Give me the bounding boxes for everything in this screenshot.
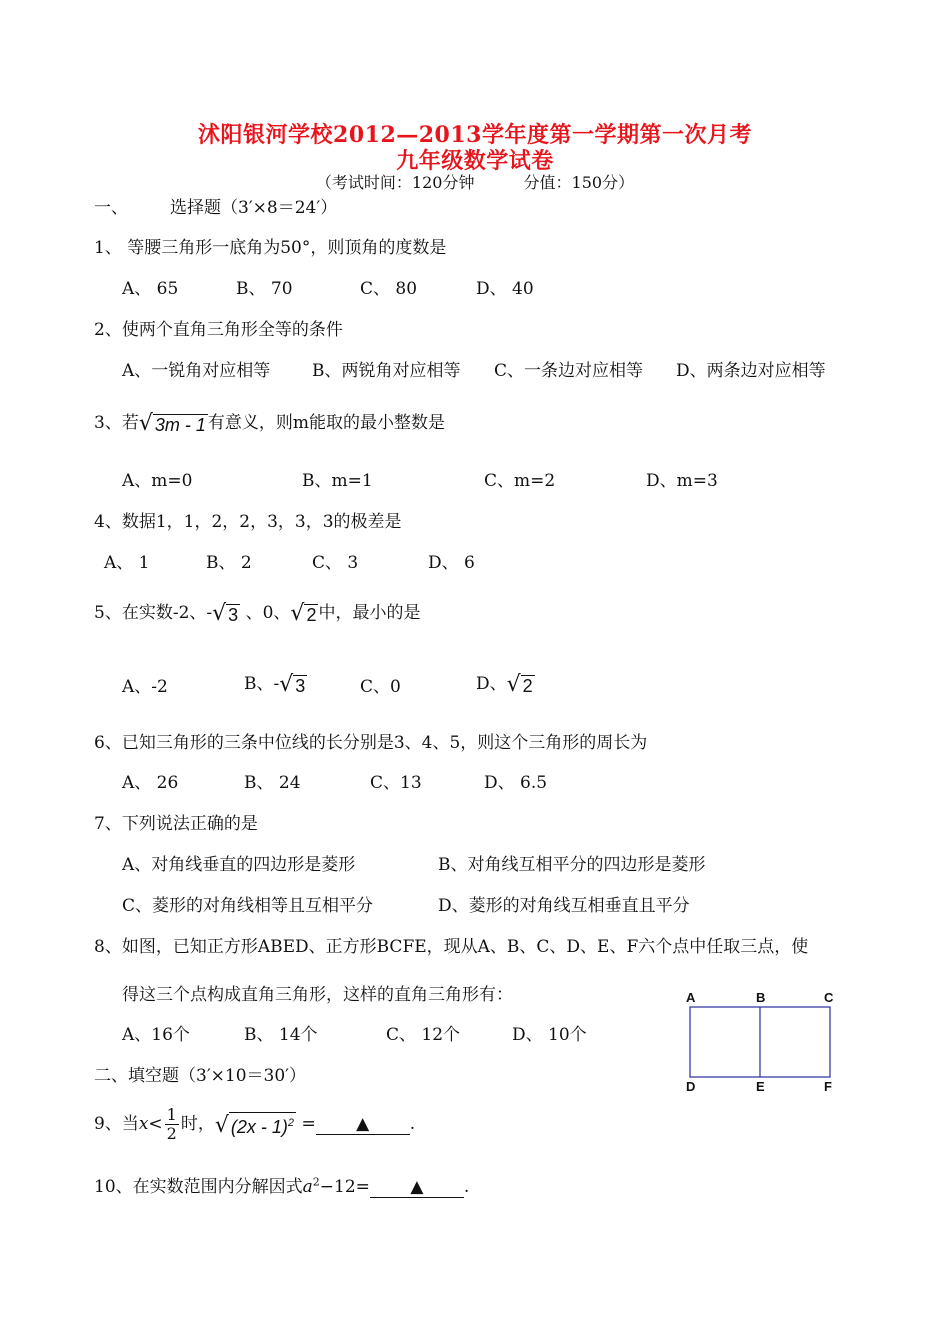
q5-option-d <box>476 669 535 696</box>
q5-option-b <box>244 669 307 696</box>
q2-stem: 2、使两个直角三角形全等的条件 <box>94 320 343 340</box>
q9-var: x <box>138 1114 149 1134</box>
q5-prefix: 5、在实数 <box>94 603 173 623</box>
q5-sqrt3: √ 3 <box>212 600 239 626</box>
q9-sqrt: √ (2x - 1)$^2$ <box>214 1113 295 1138</box>
q1-stem: 1、 等腰三角形一底角为50°，则顶角的度数是 <box>94 238 447 258</box>
q3-prefix: 3、若 <box>94 413 139 433</box>
q9-radicand <box>229 1112 296 1137</box>
q3-stem <box>94 408 445 435</box>
q10-prefix: 10、在实数范围内分解因式 <box>94 1177 303 1197</box>
q3-sqrt: √ 3m - 1 <box>138 410 206 436</box>
q5-neg2: -2 <box>172 603 190 623</box>
q6-option-b: B、 24 <box>244 773 301 793</box>
q5-option-d-sqrt: √ 2 <box>506 671 533 697</box>
q3-option-a: A、m=0 <box>122 471 193 491</box>
q1-option-c: C、 80 <box>360 279 418 299</box>
q8-figure-svg <box>682 990 842 1090</box>
q9-denominator: 2 <box>166 1124 177 1143</box>
q9-equals: = <box>301 1114 316 1134</box>
q8-option-a: A、16个 <box>122 1025 190 1045</box>
q3-radicand: 3m - 1 <box>154 414 206 435</box>
q9-numerator: 1 <box>166 1105 177 1124</box>
q4-stem: 4、数据1，1，2，2，3，3，3的极差是 <box>94 512 402 532</box>
q3-option-b: B、m=1 <box>302 471 373 491</box>
q10-answer-blank[interactable] <box>370 1177 464 1198</box>
q8-option-d: D、 10个 <box>512 1025 587 1045</box>
exam-score: 分值：150分） <box>523 173 635 192</box>
q5-option-d-prefix: D、 <box>476 674 507 694</box>
q4-option-a: A、 1 <box>104 553 150 573</box>
q5-stem <box>94 598 420 625</box>
q10-end: . <box>463 1177 470 1197</box>
q2-option-c: C、一条边对应相等 <box>494 361 644 381</box>
q5-sqrt3-radicand: 3 <box>228 604 239 625</box>
exam-info <box>0 170 950 193</box>
exam-time: （考试时间：120分钟 <box>315 173 475 192</box>
q7-option-d: D、菱形的对角线互相垂直且平分 <box>438 896 690 916</box>
q9-stem <box>94 1106 415 1143</box>
q4-option-c: C、 3 <box>312 553 359 573</box>
q3-option-c: C、m=2 <box>484 471 556 491</box>
q8-option-c: C、 12个 <box>386 1025 461 1045</box>
q7-option-c: C、菱形的对角线相等且互相平分 <box>122 896 374 916</box>
exam-title-line1: 沭阳银河学校2012—2013学年度第一学期第一次月考 <box>198 122 752 148</box>
q10-exponent: 2 <box>312 1175 320 1189</box>
q9-radicand-text: (2x - 1) <box>230 1117 288 1137</box>
q6-option-c: C、13 <box>370 773 422 793</box>
q8-label-d: D <box>686 1079 696 1094</box>
exam-title-line2: 九年级数学试卷 <box>396 148 554 174</box>
q5-sep1: 、 <box>189 603 207 623</box>
section2-heading: 二、填空题（3′×10＝30′） <box>94 1066 307 1086</box>
q10-var: a <box>302 1177 313 1197</box>
q6-option-d: D、 6.5 <box>484 773 548 793</box>
q9-fraction <box>165 1106 179 1143</box>
q8-label-b: B <box>756 990 766 1005</box>
q10-blank-triangle-icon: ▲ <box>410 1177 424 1197</box>
q5-option-c: C、0 <box>360 677 401 697</box>
q10-stem <box>94 1172 469 1198</box>
q5-option-b-radicand: 3 <box>295 675 306 696</box>
q7-option-a: A、对角线垂直的四边形是菱形 <box>122 855 356 875</box>
q2-option-b: B、两锐角对应相等 <box>312 361 461 381</box>
q6-stem: 6、已知三角形的三条中位线的长分别是3、4、5，则这个三角形的周长为 <box>94 733 648 753</box>
q7-stem: 7、下列说法正确的是 <box>94 814 258 834</box>
q5-sep3: 、 <box>273 603 291 623</box>
q5-option-b-prefix: B、- <box>244 674 280 694</box>
q5-option-b-sqrt: √ 3 <box>279 671 306 697</box>
q1-option-d: D、 40 <box>476 279 534 299</box>
q4-option-b: B、 2 <box>206 553 252 573</box>
q5-option-d-radicand: 2 <box>522 675 533 696</box>
section1-number: 一、 <box>94 198 128 218</box>
q3-suffix: 有意义，则m能取的最小整数是 <box>207 413 445 433</box>
q8-label-c: C <box>824 990 834 1005</box>
q5-sqrt2: √ 2 <box>290 600 317 626</box>
q8-option-b: B、 14个 <box>244 1025 318 1045</box>
q9-prefix: 9、当 <box>94 1114 139 1134</box>
q2-option-d: D、两条边对应相等 <box>676 361 826 381</box>
q8-label-f: F <box>824 1079 832 1094</box>
q8-squares-figure <box>682 990 842 1094</box>
q5-zero: 0 <box>262 603 274 623</box>
q5-neg-sign: - <box>206 603 213 623</box>
q9-end: . <box>409 1114 416 1134</box>
q5-suffix: 中，最小的是 <box>318 603 421 623</box>
q9-less-than: < <box>148 1114 163 1134</box>
q9-mid: 时， <box>180 1114 215 1134</box>
q4-option-d: D、 6 <box>428 553 475 573</box>
q1-option-b: B、 70 <box>236 279 293 299</box>
section1-heading: 选择题（3′×8＝24′） <box>170 198 338 218</box>
q2-option-a: A、一锐角对应相等 <box>122 361 271 381</box>
q5-sep2: 、 <box>245 603 263 623</box>
q10-rest: −12= <box>319 1177 370 1197</box>
q9-blank-triangle-icon: ▲ <box>356 1114 370 1134</box>
q7-option-b: B、对角线互相平分的四边形是菱形 <box>438 855 706 875</box>
q8-label-e: E <box>756 1079 765 1094</box>
q5-option-a: A、-2 <box>122 677 168 697</box>
q8-stem-line1: 8、如图，已知正方形ABED、正方形BCFE，现从A、B、C、D、E、F六个点中任取三点，使 <box>94 937 809 957</box>
q9-answer-blank[interactable] <box>316 1114 410 1135</box>
q6-option-a: A、 26 <box>122 773 179 793</box>
q9-exponent: 2 <box>287 1117 295 1129</box>
q1-option-a: A、 65 <box>122 279 179 299</box>
q8-stem-line2: 得这三个点构成直角三角形，这样的直角三角形有： <box>122 985 513 1005</box>
q3-option-d: D、m=3 <box>646 471 718 491</box>
q5-sqrt2-radicand: 2 <box>306 604 317 625</box>
q8-label-a: A <box>686 990 696 1005</box>
